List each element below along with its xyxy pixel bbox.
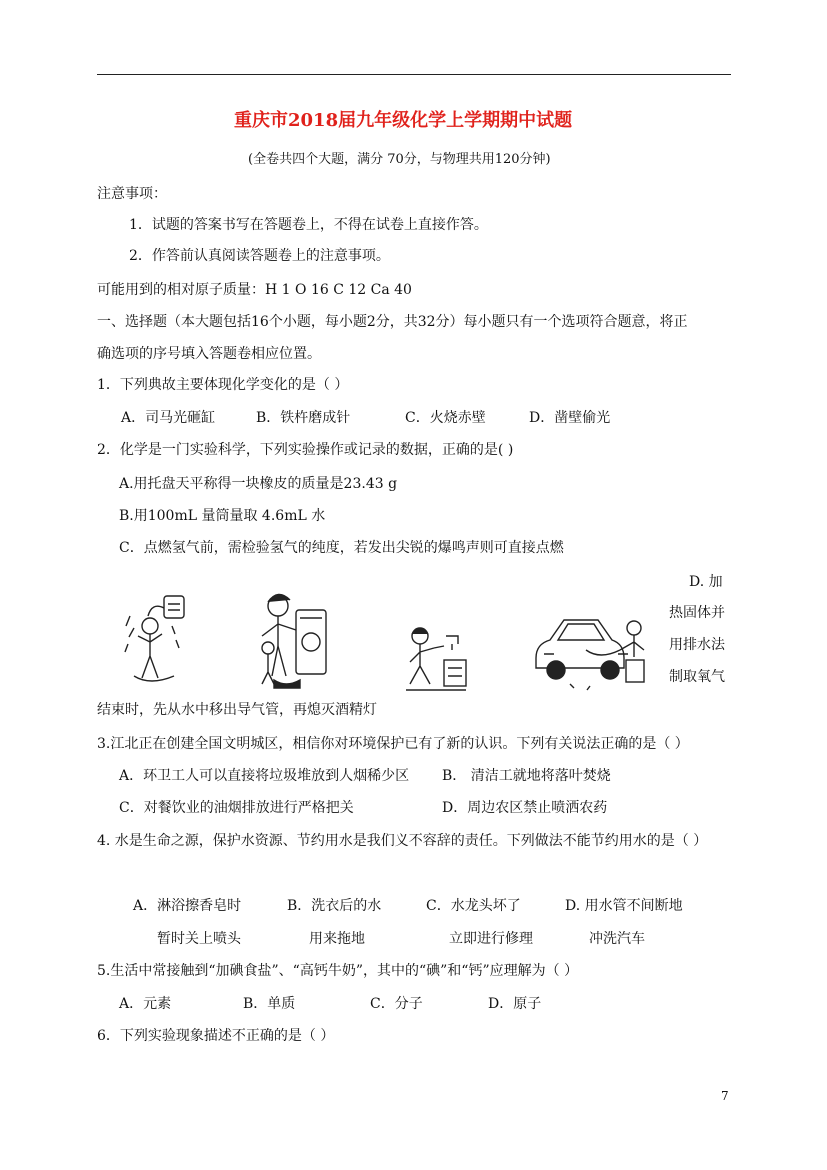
q3-option-a: A．环卫工人可以直接将垃圾堆放到人烟稀少区 [119, 768, 410, 784]
q1-option-b: B．铁杵磨成针 [256, 410, 351, 426]
q4-option-b-line2: 用来拖地 [309, 931, 365, 947]
q4-option-a-line2: 暂时关上喷头 [157, 931, 241, 947]
shower-illustration [120, 592, 190, 690]
q4-option-a-line1: A．淋浴擦香皂时 [133, 898, 242, 914]
q5-option-a: A．元素 [119, 996, 172, 1012]
q2-option-d-continuation: 结束时，先从水中移出导气管，再熄灭酒精灯 [97, 702, 377, 718]
notes-item-1: 1．试题的答案书写在答题卷上，不得在试卷上直接作答。 [129, 217, 488, 233]
q3-option-c: C．对餐饮业的油烟排放进行严格把关 [119, 800, 354, 816]
q6-stem: 6．下列实验现象描述不正确的是（ ） [97, 1028, 335, 1044]
q5-option-d: D．原子 [488, 996, 542, 1012]
q2-stem: 2．化学是一门实验科学，下列实验操作或记录的数据，正确的是( ) [97, 442, 514, 458]
page-number: 7 [721, 1089, 729, 1103]
q2-option-d-line1: D. 加 [689, 574, 723, 590]
q2-option-d-line2: 热固体并 [669, 605, 725, 621]
car-wash-illustration [530, 598, 648, 692]
q2-option-c: C．点燃氢气前，需检验氢气的纯度，若发出尖锐的爆鸣声则可直接点燃 [119, 540, 564, 556]
laundry-illustration [244, 592, 332, 694]
q1-stem: 1．下列典故主要体现化学变化的是（ ） [97, 377, 349, 393]
q2-option-d-line3: 用排水法 [669, 637, 725, 653]
q3-stem: 3.江北正在创建全国文明城区，相信你对环境保护已有了新的认识。下列有关说法正确的是（ ） [97, 736, 689, 752]
page-title: 重庆市2018届九年级化学上学期期中试题 [234, 110, 573, 131]
q4-option-b-line1: B．洗衣后的水 [287, 898, 382, 914]
q2-option-a: A.用托盘天平称得一块橡皮的质量是23.43 g [119, 476, 398, 492]
q5-option-c: C．分子 [370, 996, 423, 1012]
q4-option-c-line1: C．水龙头坏了 [426, 898, 521, 914]
q1-option-a: A．司马光砸缸 [121, 410, 216, 426]
q4-option-d-line2: 冲洗汽车 [589, 931, 645, 947]
q4-stem: 4. 水是生命之源，保护水资源、节约用水是我们义不容辞的责任。下列做法不能节约用水的是（ ） [97, 833, 708, 849]
notes-item-2: 2．作答前认真阅读答题卷上的注意事项。 [129, 248, 390, 264]
q4-option-d-line1: D. 用水管不间断地 [565, 898, 683, 914]
q5-option-b: B．单质 [243, 996, 296, 1012]
q1-option-c: C．火烧赤壁 [405, 410, 486, 426]
q3-option-b: B． 清洁工就地将落叶焚烧 [442, 768, 611, 784]
section1-intro-line1: 一、选择题（本大题包括16个小题，每小题2分，共32分）每小题只有一个选项符合题意，将正 [97, 314, 688, 330]
page-subtitle: (全卷共四个大题，满分 70分，与物理共用120分钟) [248, 152, 551, 167]
notes-heading: 注意事项： [97, 186, 167, 202]
header-rule [97, 74, 731, 75]
q1-option-d: D．凿壁偷光 [529, 410, 611, 426]
q5-stem: 5.生活中常接触到“加碘食盐”、“高钙牛奶”，其中的“碘”和“钙”应理解为（ ） [97, 963, 579, 979]
q3-option-d: D．周边农区禁止喷洒农药 [442, 800, 608, 816]
q2-option-b: B.用100mL 量筒量取 4.6mL 水 [119, 508, 326, 524]
atomic-mass-line: 可能用到的相对原子质量：H 1 O 16 C 12 Ca 40 [97, 282, 412, 298]
faucet-repair-illustration [400, 622, 472, 698]
section1-intro-line2: 确选项的序号填入答题卷相应位置。 [97, 346, 321, 362]
q4-option-c-line2: 立即进行修理 [449, 931, 533, 947]
q2-option-d-line4: 制取氧气 [669, 669, 725, 685]
